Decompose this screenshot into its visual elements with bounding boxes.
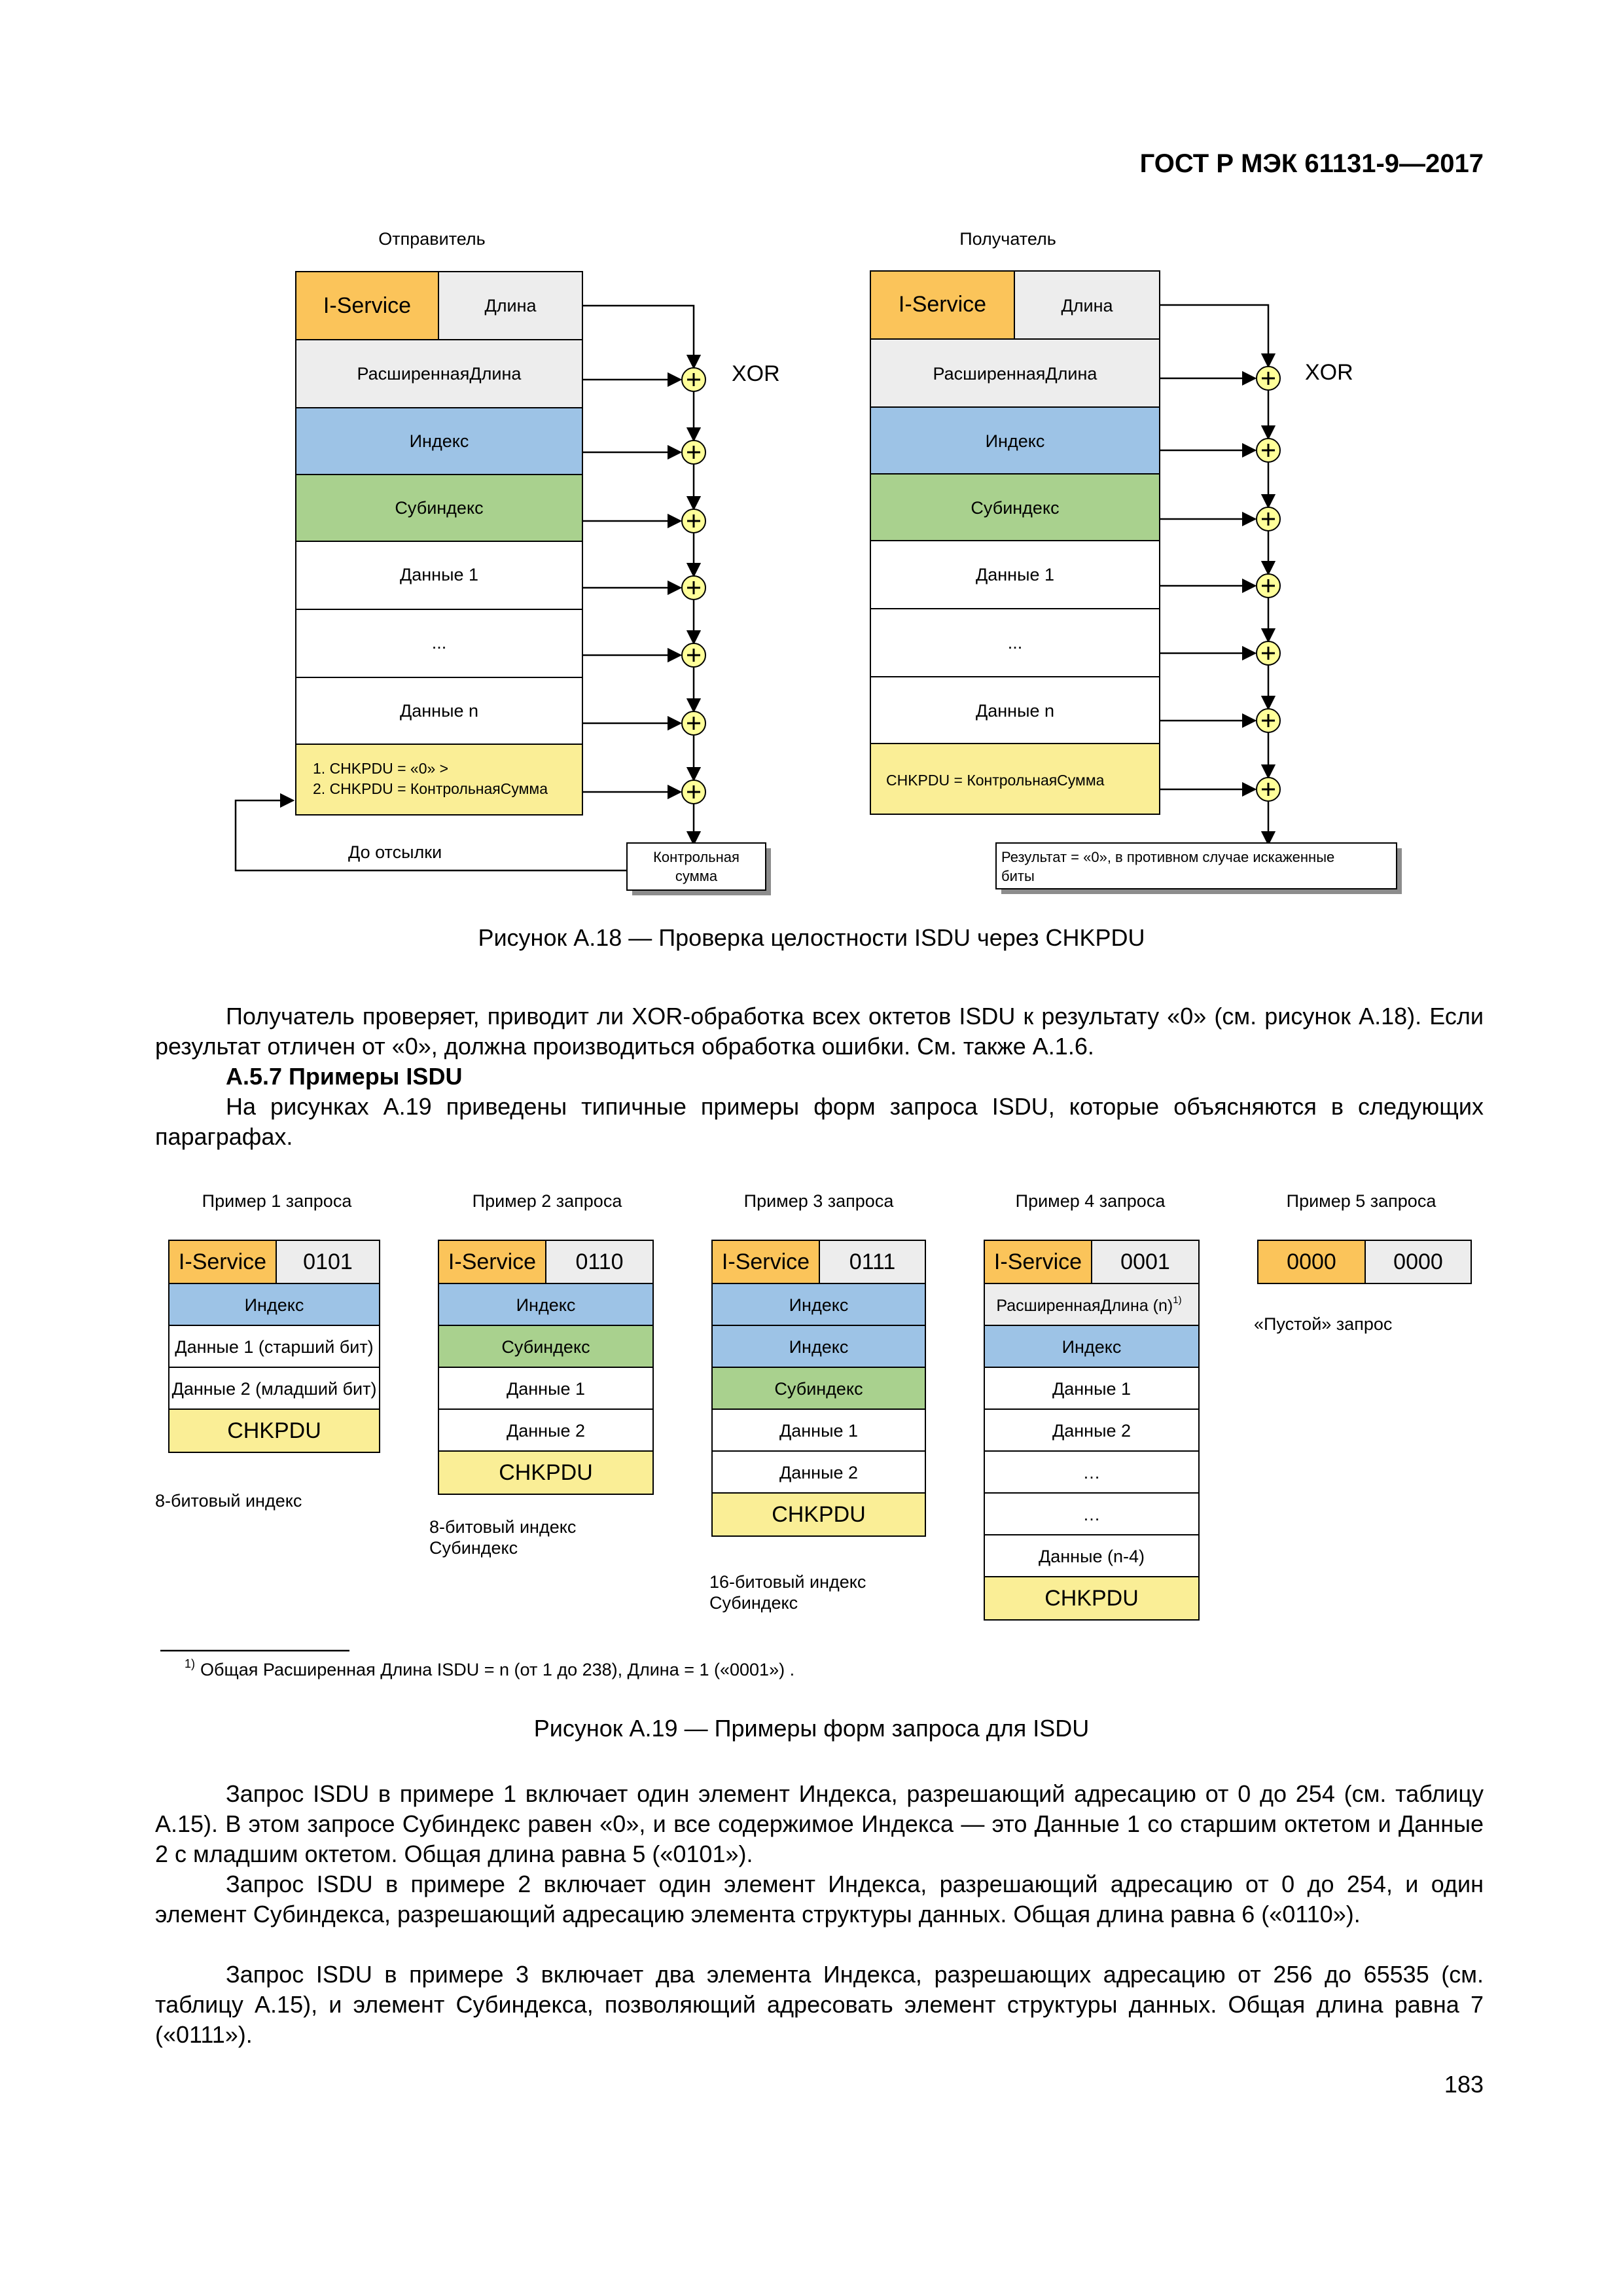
example-2-note-line1: 8-битовый индекс (429, 1517, 577, 1537)
xor-node-icon (682, 711, 705, 735)
svg-text:Данные 2 (младший бит): Данные 2 (младший бит) (171, 1379, 377, 1399)
xor-node-icon (1257, 574, 1280, 598)
example-3-note-line2: Субиндекс (709, 1593, 798, 1613)
xor-node-icon (1257, 709, 1280, 732)
xor-node-icon (682, 440, 705, 464)
xor-node-icon (682, 576, 705, 600)
xor-node-icon (682, 643, 705, 667)
paragraph-example-3 (155, 1960, 1484, 2050)
svg-text:Субиндекс: Субиндекс (774, 1379, 863, 1399)
sender-chk-line2: 2. CHKPDU = КонтрольнаяСумма (313, 780, 548, 797)
svg-text:…: … (1082, 1463, 1101, 1482)
paragraph-example-1-text: Запрос ISDU в примере 1 включает один элемент Индекса, разрешающий адресацию от 0 до 254 (см. таблицу А.15). В этом запросе Субиндекс равен «0», и все содержимое Индекса — это Данные 1 со старшим октетом и Данные 2 с младшим октетом. Общая длина равна 5 («0101»). (155, 1780, 1484, 1867)
receiver-xor-label: XOR (1305, 360, 1353, 385)
svg-text:Индекс: Индекс (244, 1295, 304, 1315)
svg-text:CHKPDU: CHKPDU (499, 1460, 593, 1485)
xor-node-icon (1257, 367, 1280, 390)
receiver-index-label: Индекс (985, 431, 1045, 451)
svg-text:Индекс: Индекс (789, 1337, 849, 1357)
example-2-iservice-label: I-Service (448, 1249, 537, 1274)
example-2 (429, 1191, 653, 1558)
example-2-title: Пример 2 запроса (472, 1191, 622, 1211)
example-1-iservice-label: I-Service (178, 1249, 267, 1274)
svg-text:Данные 1 (старший бит): Данные 1 (старший бит) (175, 1337, 374, 1357)
paragraph-examples-intro (155, 1092, 1484, 1152)
svg-text:CHKPDU: CHKPDU (772, 1502, 866, 1527)
receiver-title: Получатель (959, 229, 1056, 249)
footnote-text: Общая Расширенная Длина ISDU = n (от 1 до 238), Длина = 1 («0001») . (200, 1660, 795, 1679)
svg-text:Данные 1: Данные 1 (1052, 1379, 1132, 1399)
section-heading-text: А.5.7 Примеры ISDU (226, 1063, 463, 1090)
svg-text:Данные 2: Данные 2 (1052, 1421, 1132, 1441)
svg-text:1)Общая Расширенная Длина ISDU (185, 1657, 794, 1679)
page-number: 183 (1444, 2071, 1484, 2098)
example-5 (1254, 1191, 1471, 1334)
receiver-ellipsis-label: ... (1007, 633, 1023, 653)
sender-extlength-label: РасширеннаяДлина (357, 364, 522, 384)
document-standard-header: ГОСТ Р МЭК 61131-9—2017 (1139, 149, 1484, 178)
receiver-result-line2: биты (1001, 868, 1035, 884)
receiver-iservice-label: I-Service (898, 292, 987, 317)
receiver-extlength-label: РасширеннаяДлина (933, 364, 1097, 384)
svg-text:Данные 1: Данные 1 (506, 1379, 586, 1399)
example-4 (984, 1191, 1199, 1620)
xor-node-icon (1257, 778, 1280, 801)
example-3-iservice-label: I-Service (721, 1249, 810, 1274)
example-1-code-label: 0101 (303, 1249, 353, 1274)
svg-text:Данные (n-4): Данные (n-4) (1038, 1547, 1145, 1566)
xor-node-icon (1257, 507, 1280, 531)
svg-text:…: … (1082, 1505, 1101, 1524)
svg-text:Данные 1: Данные 1 (779, 1421, 859, 1441)
receiver-xor-column (1160, 305, 1268, 844)
svg-text:Данные 2: Данные 2 (779, 1463, 859, 1482)
example-4-title: Пример 4 запроса (1015, 1191, 1166, 1211)
svg-text:CHKPDU: CHKPDU (1044, 1586, 1139, 1611)
section-heading-a57 (155, 1062, 1484, 1092)
svg-text:РасширеннаяДлина (n)1) (996, 1295, 1181, 1315)
paragraph-example-2 (155, 1869, 1484, 1929)
svg-text:Данные 2: Данные 2 (506, 1421, 586, 1441)
paragraph-examples-intro-text: На рисунках А.19 приведены типичные примеры форм запроса ISDU, которые объясняются в следующих параграфах. (155, 1093, 1484, 1150)
sender-checksum-line2: сумма (675, 868, 718, 884)
figure-a18-caption: Рисунок А.18 — Проверка целостности ISDU через CHKPDU (478, 924, 1145, 951)
sender-data1-label: Данные 1 (399, 565, 479, 584)
sender-iservice-label: I-Service (323, 293, 412, 318)
svg-text:Индекс: Индекс (1061, 1337, 1122, 1357)
paragraph-example-1 (155, 1779, 1484, 1869)
example-3-note-line1: 16-битовый индекс (709, 1572, 866, 1592)
sender-chk-line1: 1. CHKPDU = «0» > (313, 760, 449, 777)
example-4-extlength-label: РасширеннаяДлина (n) (996, 1297, 1173, 1315)
svg-text:Индекс: Индекс (789, 1295, 849, 1315)
paragraph-example-3-text: Запрос ISDU в примере 3 включает два элемента Индекса, разрешающих адресацию от 256 до 65535 (см. таблицу А.15), и элемент Субиндекса, позволяющий адресовать элемент структуры данных. Общая длина равна 7 («0111»). (155, 1961, 1484, 2048)
sender-stack (296, 272, 582, 815)
example-2-note-line2: Субиндекс (429, 1538, 518, 1558)
sender-title: Отправитель (378, 229, 486, 249)
example-3 (709, 1191, 925, 1613)
receiver-subindex-label: Субиндекс (971, 498, 1060, 518)
example-3-code-label: 0111 (849, 1249, 896, 1274)
xor-node-icon (1257, 641, 1280, 665)
example-2-code-label: 0110 (575, 1249, 624, 1274)
example-5-note: «Пустой» запрос (1254, 1314, 1393, 1334)
receiver-length-label: Длина (1061, 296, 1113, 315)
example-3-title: Пример 3 запроса (743, 1191, 894, 1211)
figure-a19 (0, 1185, 1623, 1689)
example-1-note: 8-битовый индекс (155, 1491, 302, 1511)
example-4-code-label: 0001 (1120, 1249, 1170, 1274)
example-1-title: Пример 1 запроса (202, 1191, 352, 1211)
sender-length-label: Длина (484, 296, 537, 315)
sender-xor-column (582, 306, 694, 844)
footnote-mark: 1) (185, 1657, 196, 1670)
sender-checksum-line1: Контрольная (653, 849, 740, 865)
sender-before-send-label: До отсылки (348, 842, 442, 862)
figure-a18 (0, 216, 1623, 916)
sender-xor-label: XOR (732, 361, 780, 386)
receiver-stack (870, 271, 1160, 814)
receiver-chk-label: CHKPDU = КонтрольнаяСумма (886, 772, 1105, 789)
sender-datan-label: Данные n (399, 701, 479, 721)
footnote-ref-mark: 1) (1173, 1295, 1182, 1306)
svg-text:Индекс: Индекс (516, 1295, 576, 1315)
example-5-title: Пример 5 запроса (1286, 1191, 1436, 1211)
example-4-iservice-label: I-Service (993, 1249, 1082, 1274)
xor-node-icon (682, 509, 705, 533)
example-1 (155, 1191, 380, 1511)
xor-node-icon (682, 368, 705, 391)
receiver-datan-label: Данные n (975, 701, 1055, 721)
svg-text:0000: 0000 (1287, 1249, 1336, 1274)
paragraph-receiver-check-text: Получатель проверяет, приводит ли XOR-обработка всех октетов ISDU к результату «0» (см. рисунок А.18). Если результат отличен от «0», должна производиться обработка ошибки. См. также А.1.6. (155, 1003, 1484, 1060)
sender-index-label: Индекс (409, 431, 469, 451)
paragraph-receiver-check (155, 1001, 1484, 1062)
svg-text:Субиндекс: Субиндекс (501, 1337, 590, 1357)
sender-chk-cell (296, 744, 582, 815)
svg-text:CHKPDU: CHKPDU (227, 1418, 321, 1443)
xor-node-icon (682, 780, 705, 804)
receiver-data1-label: Данные 1 (975, 565, 1055, 584)
xor-node-icon (1257, 439, 1280, 462)
sender-ellipsis-label: ... (431, 633, 447, 653)
figure-a19-caption: Рисунок А.19 — Примеры форм запроса для ISDU (533, 1715, 1090, 1742)
receiver-result-line1: Результат = «0», в противном случае искаженные (1001, 849, 1335, 865)
svg-text:0000: 0000 (1393, 1249, 1443, 1274)
paragraph-example-2-text: Запрос ISDU в примере 2 включает один элемент Индекса, разрешающий адресацию от 0 до 254, и один элемент Субиндекса, разрешающий адресацию элемента структуры данных. Общая длина равна 6 («0110»). (155, 1871, 1484, 1928)
sender-subindex-label: Субиндекс (395, 498, 484, 518)
